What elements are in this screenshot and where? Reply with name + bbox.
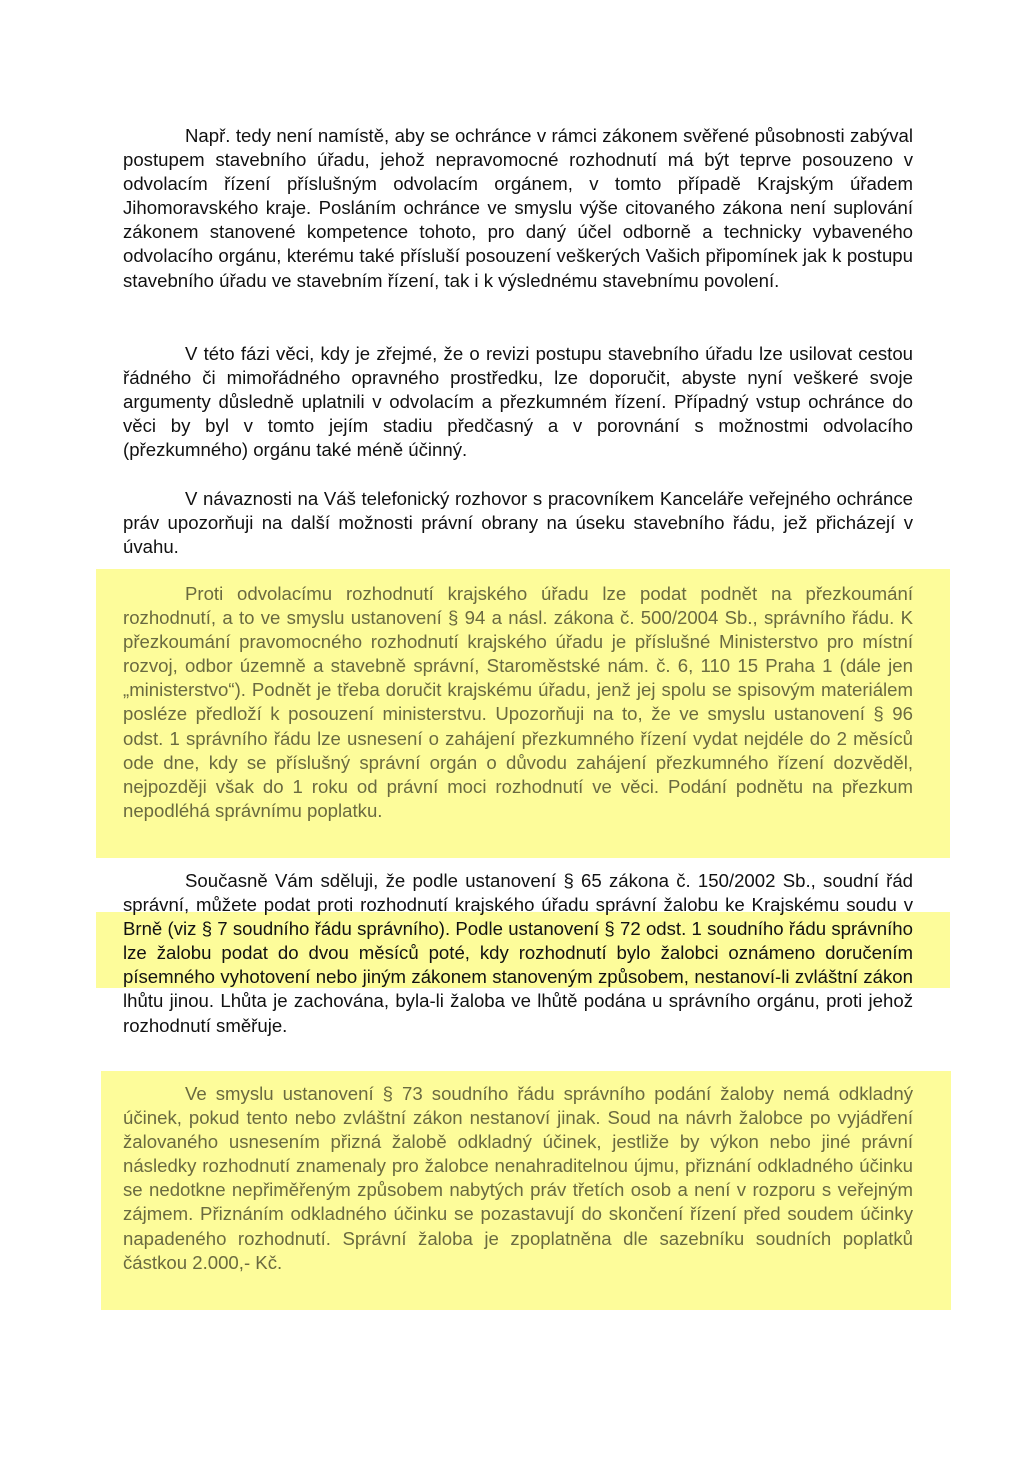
paragraph-5-text: Současně Vám sděluji, že podle ustanovení § 65 zákona č. 150/2002 Sb., soudní řád správní, můžete podat proti rozhodnutí krajského úřadu správní žalobu ke Krajskému soudu v Brně (viz § 7 soudního řádu správního). Podle ustanovení § 72 odst. 1 soudního řádu správního lze žalobu podat do dvou měsíců poté, kdy rozhodnutí bylo žalobci oznámeno doručením písemného vyhotovení nebo jiným zákonem stanoveným způsobem, nestanoví-li zvláštní zákon lhůtu jinou. Lhůta je zachována, byla-li žaloba ve lhůtě podána u správního orgánu, proti jehož rozhodnutí směřuje. xyxy=(123,870,913,1036)
paragraph-4-text: Proti odvolacímu rozhodnutí krajského úřadu lze podat podnět na přezkoumání rozhodnutí, a to ve smyslu ustanovení § 94 a násl. zákona č. 500/2004 Sb., správního řádu. K přezkoumání pravomocného rozhodnutí krajského úřadu je příslušné Ministerstvo pro místní rozvoj, odbor územně a stavebně správní, Staroměstské nám. č. 6, 110 15 Praha 1 (dále jen „ministerstvo“). Podnět je třeba doručit krajskému úřadu, jenž jej spolu se spisovým materiálem posléze předloží k posouzení ministerstvu. Upozorňuji na to, že ve smyslu ustanovení § 96 odst. 1 správního řádu lze usnesení o zahájení přezkumného řízení vydat nejdéle do 2 měsíců ode dne, kdy se příslušný správní orgán o důvodu zahájení přezkumného řízení dozvěděl, nejpozději však do 1 roku od právní moci rozhodnutí ve věci. Podání podnětu na přezkum nepodléhá správnímu poplatku. xyxy=(123,583,913,821)
paragraph-1-text: Např. tedy není namístě, aby se ochránce v rámci zákonem svěřené působnosti zabýval postupem stavebního úřadu, jehož nepravomocné rozhodnutí má být teprve posouzeno v odvolacím řízení příslušným odvolacím orgánem, v tomto případě Krajským úřadem Jihomoravského kraje. Posláním ochránce ve smyslu výše citovaného zákona není suplování zákonem stanovené kompetence tohoto, pro daný účel odborně a technicky vybaveného odvolacího orgánu, kterému také přísluší posouzení veškerých Vašich připomínek jak k postupu stavebního úřadu ve stavebním řízení, tak i k výslednému stavebnímu povolení. xyxy=(123,125,913,291)
paragraph-6-highlighted xyxy=(123,1082,913,1275)
paragraph-4-highlighted xyxy=(123,582,913,823)
paragraph-3 xyxy=(123,487,913,559)
paragraph-2 xyxy=(123,342,913,462)
paragraph-2-text: V této fázi věci, kdy je zřejmé, že o revizi postupu stavebního úřadu lze usilovat cestou řádného či mimořádného opravného prostředku, lze doporučit, abyste nyní veškeré svoje argumenty důsledně uplatnili v odvolacím a přezkumném řízení. Případný vstup ochránce do věci by byl v tomto jejím stadiu předčasný a v porovnání s možnostmi odvolacího (přezkumného) orgánu také méně účinný. xyxy=(123,343,913,461)
paragraph-6-text: Ve smyslu ustanovení § 73 soudního řádu správního podání žaloby nemá odkladný účinek, pokud tento nebo zvláštní zákon nestanoví jinak. Soud na návrh žalobce po vyjádření žalovaného usnesením přizná žalobě odkladný účinek, jestliže by výkon nebo jiné právní následky rozhodnutí znamenaly pro žalobce nenahraditelnou újmu, přiznání odkladného účinku se nedotkne nepřiměřeným způsobem nabytých práv třetích osob a není v rozporu s veřejným zájmem. Přiznáním odkladného účinku se pozastavují do skončení řízení před soudem účinky napadeného rozhodnutí. Správní žaloba je zpoplatněna dle sazebníku soudních poplatků částkou 2.000,- Kč. xyxy=(123,1083,913,1273)
paragraph-1 xyxy=(123,124,913,293)
paragraph-3-text: V návaznosti na Váš telefonický rozhovor s pracovníkem Kanceláře veřejného ochránce práv upozorňuji na další možnosti právní obrany na úseku stavebního řádu, jež přicházejí v úvahu. xyxy=(123,488,913,558)
paragraph-5 xyxy=(123,869,913,1038)
